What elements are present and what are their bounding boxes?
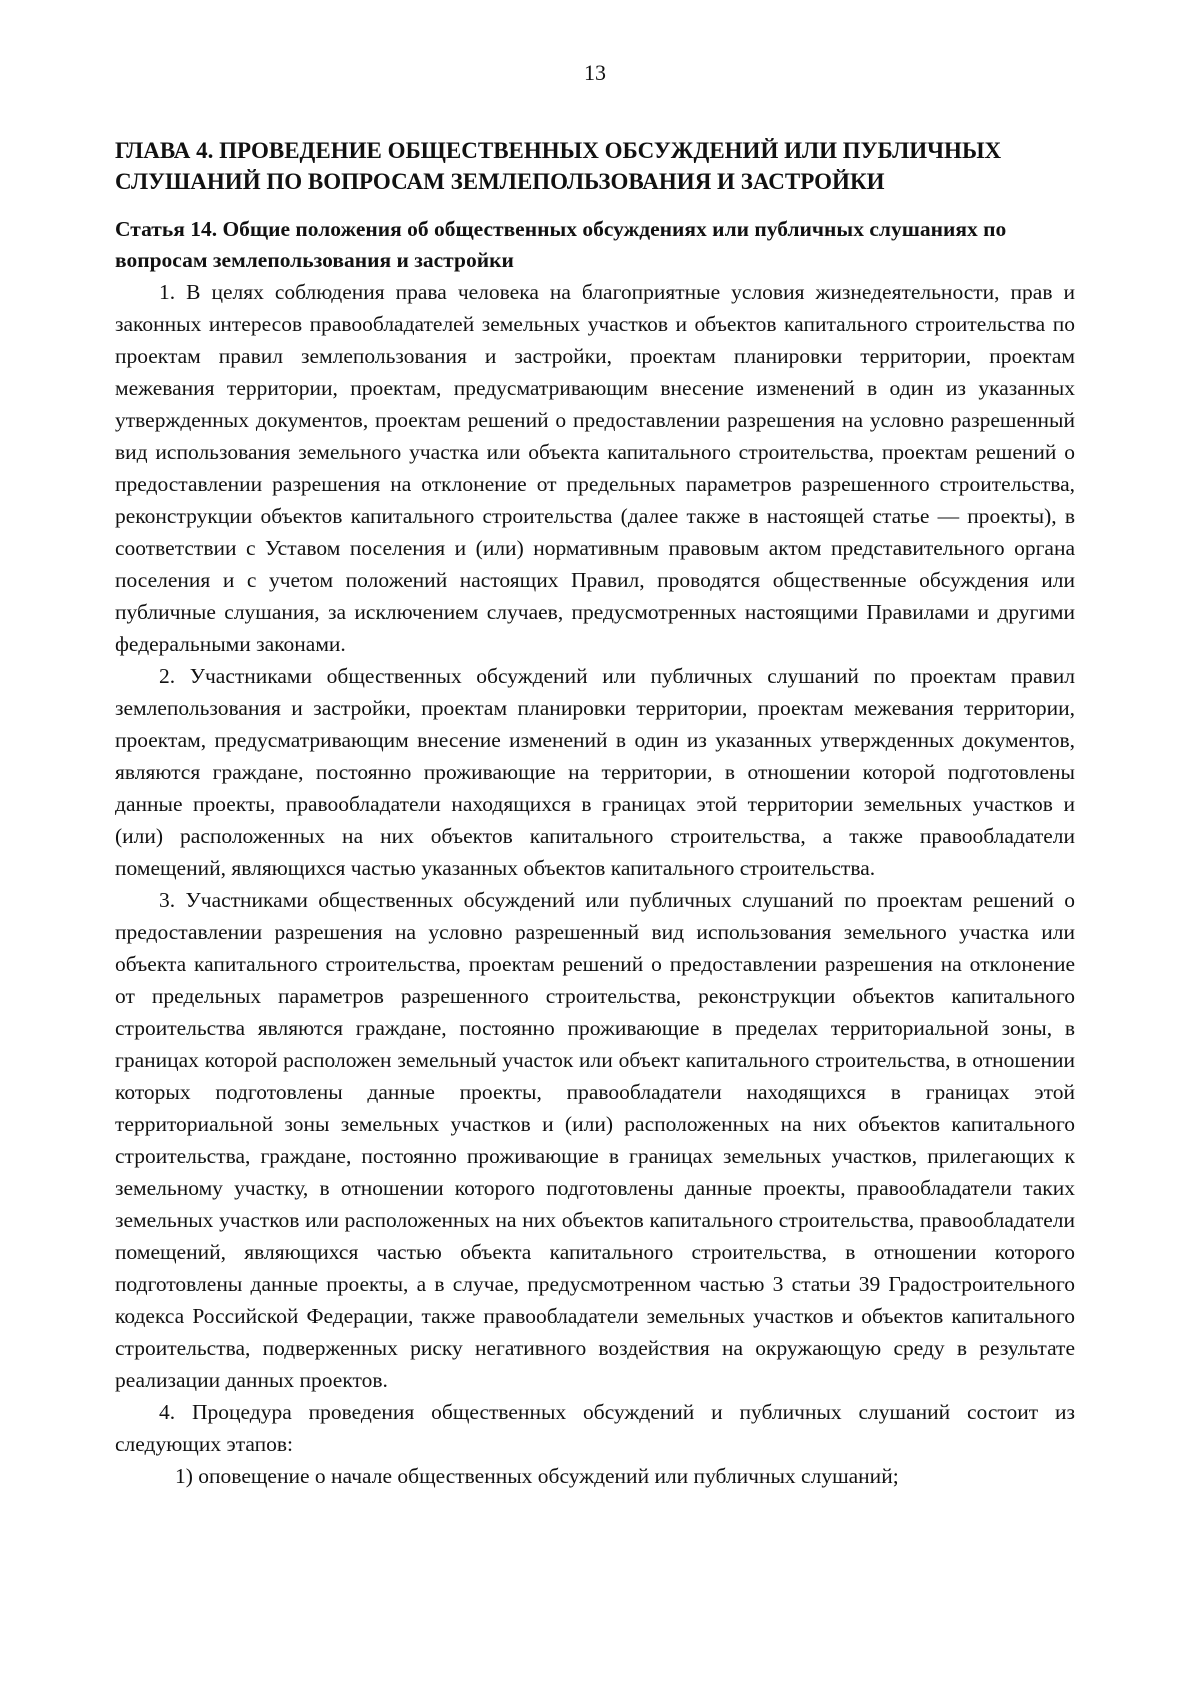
- subitem-1: 1) оповещение о начале общественных обсуждений или публичных слушаний;: [175, 1464, 899, 1488]
- chapter-title: ГЛАВА 4. ПРОВЕДЕНИЕ ОБЩЕСТВЕННЫХ ОБСУЖДЕНИЙ ИЛИ ПУБЛИЧНЫХ СЛУШАНИЙ ПО ВОПРОСАМ ЗЕМЛЕПОЛЬЗОВАНИЯ И ЗАСТРОЙКИ: [115, 138, 1002, 194]
- paragraph-3: 3. Участниками общественных обсуждений или публичных слушаний по проектам решений о предоставлении разрешения на условно разрешенный вид использования земельного участка или объекта капитального строительства, проектам решений о предоставлении разрешения на отклонение от предельных параметров разрешенного строительства, реконструкции объектов капитального строительства являются граждане, постоянно проживающие в пределах территориальной зоны, в границах которой расположен земельный участок или объект капитального строительства, в отношении которых подготовлены данные проекты, правообладатели находящихся в границах этой территориальной зоны земельных участков и (или) расположенных на них объектов капитального строительства, граждане, постоянно проживающие в границах земельных участков, прилегающих к земельному участку, в отношении которого подготовлены данные проекты, правообладатели таких земельных участков или расположенных на них объектов капитального строительства, правообладатели помещений, являющихся частью объекта капитального строительства, в отношении которого подготовлены данные проекты, а в случае, предусмотренном частью 3 статьи 39 Градостроительного кодекса Российской Федерации, также правообладатели земельных участков и объектов капитального строительства, подверженных риску негативного воздействия на окружающую среду в результате реализации данных проектов.: [115, 888, 1075, 1392]
- paragraph-4: 4. Процедура проведения общественных обсуждений и публичных слушаний состоит из следующих этапов:: [115, 1400, 1075, 1456]
- article-title: Статья 14. Общие положения об общественных обсуждениях или публичных слушаниях по вопросам землепользования и застройки: [115, 217, 1007, 272]
- page-number: 13: [584, 60, 606, 85]
- paragraph-2: 2. Участниками общественных обсуждений или публичных слушаний по проектам правил землепользования и застройки, проектам планировки территории, проектам межевания территории, проектам, предусматривающим внесение изменений в один из указанных утвержденных документов, являются граждане, постоянно проживающие на территории, в отношении которой подготовлены данные проекты, правообладатели находящихся в границах этой территории земельных участков и (или) расположенных на них объектов капитального строительства, а также правообладатели помещений, являющихся частью указанных объектов капитального строительства.: [115, 664, 1075, 880]
- article-body: [115, 276, 1075, 1492]
- paragraph-1: 1. В целях соблюдения права человека на благоприятные условия жизнедеятельности, прав и законных интересов правообладателей земельных участков и объектов капитального строительства по проектам правил землепользования и застройки, проектам планировки территории, проектам межевания территории, проектам, предусматривающим внесение изменений в один из указанных утвержденных документов, проектам решений о предоставлении разрешения на условно разрешенный вид использования земельного участка или объекта капитального строительства, проектам решений о предоставлении разрешения на отклонение от предельных параметров разрешенного строительства, реконструкции объектов капитального строительства (далее также в настоящей статье — проекты), в соответствии с Уставом поселения и (или) нормативным правовым актом представительного органа поселения и с учетом положений настоящих Правил, проводятся общественные обсуждения или публичные слушания, за исключением случаев, предусмотренных настоящими Правилами и другими федеральными законами.: [115, 280, 1075, 656]
